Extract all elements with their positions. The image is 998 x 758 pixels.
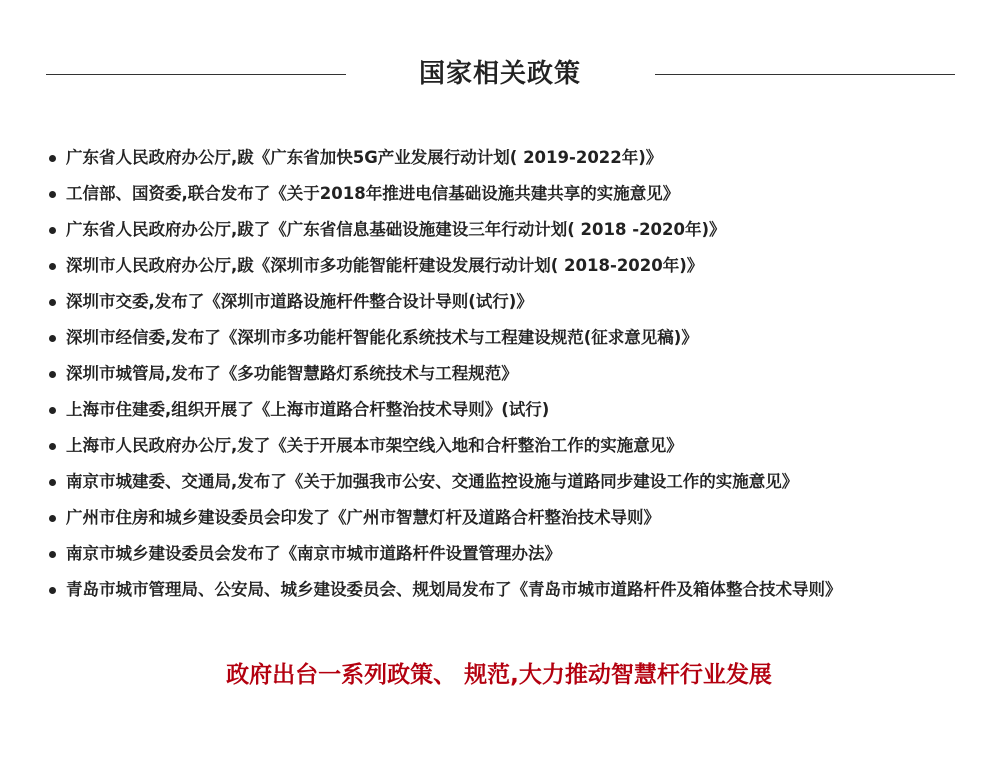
policy-list: [46, 140, 976, 608]
policy-item: [46, 536, 976, 572]
bullet-icon: [49, 551, 56, 558]
policy-text: 深圳市城管局,发布了《多功能智慧路灯系统技术与工程规范》: [66, 364, 518, 383]
bullet-icon: [49, 299, 56, 306]
bullet-icon: [49, 335, 56, 342]
bullet-icon: [49, 587, 56, 594]
policy-item: [46, 392, 976, 428]
policy-item: [46, 284, 976, 320]
policy-text: 广东省人民政府办公厅,跋了《广东省信息基础设施建设三年行动计划( 2018 -2020年)》: [66, 220, 726, 239]
policy-text: 工信部、国资委,联合发布了《关于2018年推进电信基础设施共建共享的实施意见》: [66, 184, 680, 203]
bullet-icon: [49, 479, 56, 486]
policy-text: 深圳市经信委,发布了《深圳市多功能杆智能化系统技术与工程建设规范(征求意见稿)》: [66, 328, 698, 347]
policy-item: [46, 248, 976, 284]
policy-text: 深圳市人民政府办公厅,跋《深圳市多功能智能杆建设发展行动计划( 2018-2020年)》: [66, 256, 704, 275]
policy-text: 广州市住房和城乡建设委员会印发了《广州市智慧灯杆及道路合杆整治技术导则》: [66, 508, 660, 527]
header-divider-right: [655, 74, 955, 75]
bullet-icon: [49, 515, 56, 522]
policy-item: [46, 140, 976, 176]
policy-item: [46, 500, 976, 536]
bullet-icon: [49, 263, 56, 270]
bullet-icon: [49, 227, 56, 234]
policy-item: [46, 464, 976, 500]
policy-text: 深圳市交委,发布了《深圳市道路设施杆件整合设计导则(试行)》: [66, 292, 533, 311]
policy-item: [46, 320, 976, 356]
bullet-icon: [49, 191, 56, 198]
policy-text: 广东省人民政府办公厅,跋《广东省加快5G产业发展行动计划( 2019-2022年)》: [66, 148, 663, 167]
policy-item: [46, 356, 976, 392]
page-title: 国家相关政策: [418, 59, 581, 89]
policy-text: 南京市城乡建设委员会发布了《南京市城市道路杆件设置管理办法》: [66, 544, 561, 563]
section-header: [0, 48, 998, 100]
policy-text: 上海市人民政府办公厅,发了《关于开展本市架空线入地和合杆整治工作的实施意见》: [66, 436, 683, 455]
summary-statement: 政府出台一系列政策、 规范,大力推动智慧杆行业发展: [226, 662, 772, 688]
policy-item: [46, 428, 976, 464]
policy-item: [46, 176, 976, 212]
bullet-icon: [49, 407, 56, 414]
bullet-icon: [49, 371, 56, 378]
policy-text: 上海市住建委,组织开展了《上海市道路合杆整治技术导则》(试行): [66, 400, 550, 419]
policy-text: 南京市城建委、交通局,发布了《关于加强我市公安、交通监控设施与道路同步建设工作的实施意见》: [66, 472, 799, 491]
policy-item: [46, 572, 976, 608]
policy-item: [46, 212, 976, 248]
bullet-icon: [49, 443, 56, 450]
header-divider-left: [46, 74, 346, 75]
bullet-icon: [49, 155, 56, 162]
policy-text: 青岛市城市管理局、公安局、城乡建设委员会、规划局发布了《青岛市城市道路杆件及箱体整合技术导则》: [66, 580, 842, 599]
